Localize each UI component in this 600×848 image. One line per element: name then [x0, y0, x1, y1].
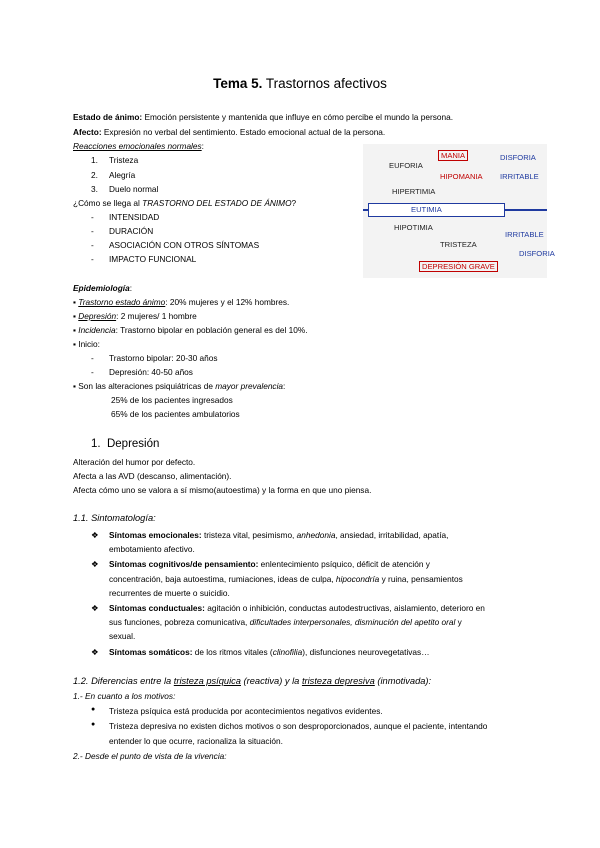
dash: - [91, 240, 94, 250]
page-title: Tema 5. Trastornos afectivos [213, 76, 387, 91]
subsection-heading-sintomatologia: 1.1. Sintomatología: [73, 513, 156, 523]
list-item: INTENSIDAD [109, 212, 160, 222]
epi-item-inicio: ▪ Inicio: [73, 339, 100, 349]
tristeza-label: TRISTEZA [440, 240, 477, 249]
paragraph-line: recurrentes de muerte o suicidio. [109, 588, 230, 598]
paragraph-line: Afecta a las AVD (descanso, alimentación). [73, 471, 232, 481]
dash: - [91, 226, 94, 236]
list-item: Trastorno bipolar: 20-30 años [109, 353, 218, 363]
afecto-definition: Afecto: Expresión no verbal del sentimiento. Estado emocional actual de la persona. [73, 127, 386, 137]
epi-item-prevalencia: ▪ Son las alteraciones psiquiátricas de mayor prevalencia: [73, 381, 286, 391]
paragraph-line: Alteración del humor por defecto. [73, 457, 196, 467]
hipertimia-label: HIPERTIMIA [392, 187, 436, 196]
mania-label: MANIA [438, 150, 468, 161]
list-item: Tristeza depresiva no existen dichos motivos o son desproporcionados, aunque el paciente, intentando [109, 721, 488, 731]
list-item: DURACIÓN [109, 226, 154, 236]
list-item: Tristeza [109, 155, 139, 165]
sintomas-emocionales: Síntomas emocionales: tristeza vital, pesimismo, anhedonia, ansiedad, irritabilidad, apatía, [109, 530, 449, 540]
list-item: IMPACTO FUNCIONAL [109, 254, 197, 264]
epi-item-incidencia: ▪ Incidencia: Trastorno bipolar en población general es del 10%. [73, 325, 308, 335]
eutimia-label: EUTIMIA [411, 205, 442, 214]
sintomas-somaticos: Síntomas somáticos: de los ritmos vitales (clinofilia), disfunciones neurovegetativas… [109, 647, 430, 657]
paragraph-line: embotamiento afectivo. [109, 544, 195, 554]
euforia-label: EUFORIA [389, 161, 423, 170]
list-item-number: 3. [91, 184, 98, 194]
irritable-top-label: IRRITABLE [500, 172, 539, 181]
epi-item-trastorno: ▪ Trastorno estado ánimo: 20% mujeres y el 12% hombres. [73, 297, 290, 307]
diamond-bullet-icon: ❖ [91, 647, 99, 657]
paragraph-line: entender lo que ocurre, racionaliza la situación. [109, 736, 283, 746]
bullet-icon: ● [91, 706, 96, 713]
list-item: 25% de los pacientes ingresados [111, 395, 233, 405]
dash: - [91, 353, 94, 363]
subsection-heading-diferencias: 1.2. Diferencias entre la tristeza psíquica (reactiva) y la tristeza depresiva (inmotivada): [73, 676, 432, 686]
dash: - [91, 212, 94, 222]
list-item-number: 1. [91, 155, 98, 165]
paragraph-line: sexual. [109, 631, 136, 641]
diamond-bullet-icon: ❖ [91, 603, 99, 613]
disforia-bottom-label: DISFORIA [519, 249, 555, 258]
epidemiologia-heading: Epidemiología: [73, 283, 133, 293]
hipotimia-label: HIPOTIMIA [394, 223, 433, 232]
dash: - [91, 254, 94, 264]
list-item: ASOCIACIÓN CON OTROS SÍNTOMAS [109, 240, 260, 250]
diamond-bullet-icon: ❖ [91, 530, 99, 540]
list-item: Alegría [109, 170, 136, 180]
irritable-bottom-label: IRRITABLE [505, 230, 544, 239]
bullet-icon: ● [91, 721, 96, 728]
sub-heading-vivencia: 2.- Desde el punto de vista de la vivencia: [73, 751, 227, 761]
reacciones-heading: Reacciones emocionales normales: [73, 141, 204, 151]
estado-animo-definition: Estado de ánimo: Emoción persistente y mantenida que influye en cómo percibe el mundo la persona. [73, 112, 454, 122]
mood-spectrum-diagram [363, 144, 555, 278]
diamond-bullet-icon: ❖ [91, 559, 99, 569]
list-item: Duelo normal [109, 184, 159, 194]
disforia-top-label: DISFORIA [500, 153, 536, 162]
sintomas-cognitivos: Síntomas cognitivos/de pensamiento: enlentecimiento psíquico, déficit de atención y [109, 559, 430, 569]
paragraph-line: Afecta cómo uno se valora a sí mismo(autoestima) y la forma en que uno piensa. [73, 485, 372, 495]
list-item-number: 2. [91, 170, 98, 180]
epi-item-depresion: ▪ Depresión: 2 mujeres/ 1 hombre [73, 311, 197, 321]
list-item: Depresión: 40-50 años [109, 367, 193, 377]
sintomas-conductuales: Síntomas conductuales: agitación o inhibición, conductas autodestructivas, aislamiento, deterioro en [109, 603, 485, 613]
paragraph-line: sus funciones, pobreza comunicativa, dificultades interpersonales, disminución del apetito oral y [109, 617, 462, 627]
dash: - [91, 367, 94, 377]
list-item: Tristeza psíquica está producida por acontecimientos negativos evidentes. [109, 706, 383, 716]
como-se-llega-question: ¿Cómo se llega al TRASTORNO DEL ESTADO DE ÁNIMO? [73, 198, 297, 208]
paragraph-line: concentración, baja autoestima, rumiaciones, ideas de culpa, hipocondría y ruina, pensamientos [109, 574, 463, 584]
depresion-grave-label: DEPRESIÓN GRAVE [419, 261, 498, 272]
list-item: 65% de los pacientes ambulatorios [111, 409, 240, 419]
section-heading-depresion: 1. Depresión [91, 438, 160, 450]
sub-heading-motivos: 1.- En cuanto a los motivos: [73, 691, 176, 701]
hipomania-label: HIPOMANIA [440, 172, 483, 181]
